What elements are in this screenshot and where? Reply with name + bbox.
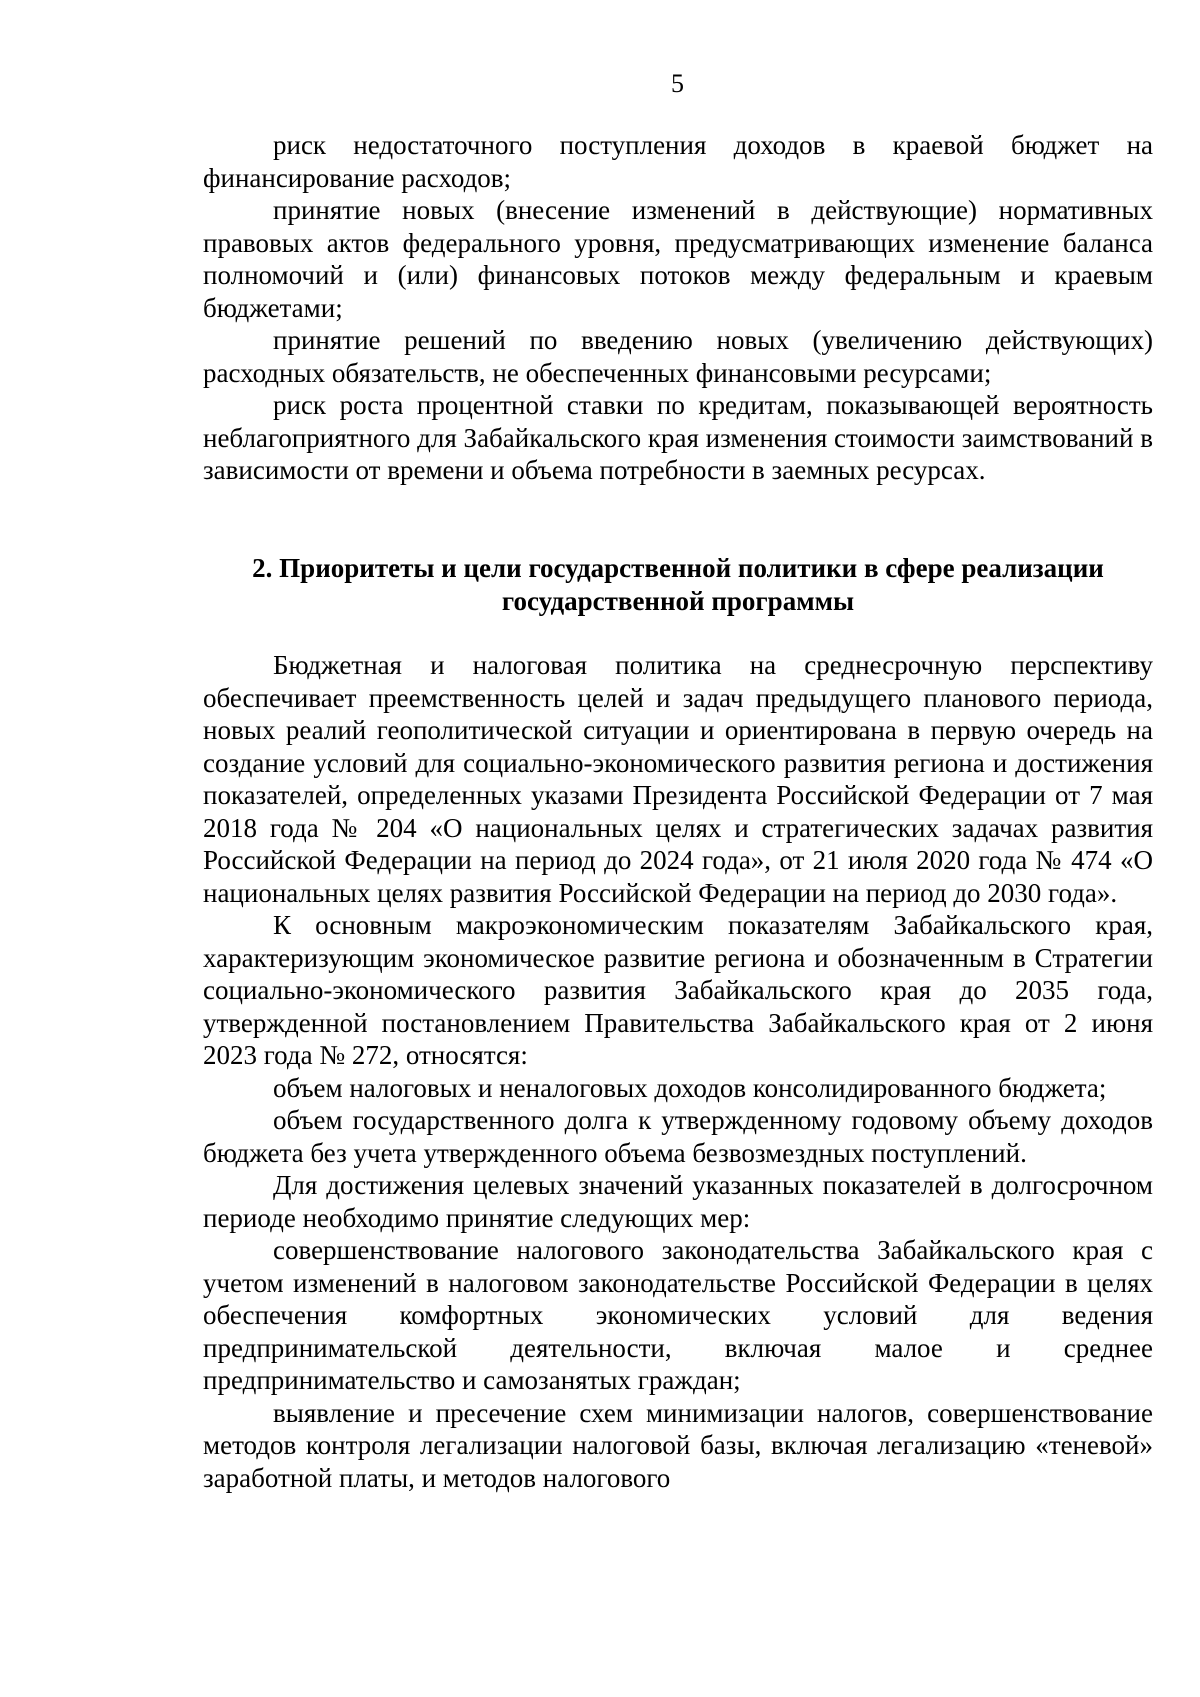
risk-list — [203, 129, 1153, 487]
paragraph: Для достижения целевых значений указанных показателей в долгосрочном периоде необходимо принятие следующих мер: — [203, 1170, 1153, 1233]
paragraph: Бюджетная и налоговая политика на среднесрочную перспективу обеспечивает преемственность целей и задач предыдущего планового периода, новых реалий геополитической ситуации и ориентирована в первую очередь на создание условий для социально-экономического развития региона и достижения показателей, определенных указами Президента Российской Федерации от 7 мая 2018 года № 204 «О национальных целях и стратегических задачах развития Российской Федерации на период до 2024 года», от 21 июля 2020 года № 474 «О национальных целях развития Российской Федерации на период до 2030 года». — [203, 650, 1153, 908]
paragraph: объем налоговых и неналоговых доходов консолидированного бюджета; — [273, 1072, 1107, 1103]
section-heading — [203, 552, 1153, 617]
paragraph: риск недостаточного поступления доходов в краевой бюджет на финансирование расходов; — [203, 130, 1153, 193]
paragraph: совершенствование налогового законодательства Забайкальского края с учетом изменений в налоговом законодательстве Российской Федерации в целях обеспечения комфортных экономических условий для ведения предпринимательской деятельности, включая малое и среднее предпринимательство и самозанятых граждан; — [203, 1235, 1153, 1395]
section-heading-line: государственной программы — [501, 585, 855, 616]
section-heading-line: 2. Приоритеты и цели государственной политики в сфере реализации — [252, 553, 1104, 583]
paragraph: риск роста процентной ставки по кредитам, показывающей вероятность неблагоприятного для Забайкальского края изменения стоимости заимствований в зависимости от времени и объема потребности в заемных ресурсах. — [203, 390, 1153, 485]
paragraph: принятие новых (внесение изменений в действующие) нормативных правовых актов федерального уровня, предусматривающих изменение баланса полномочий и (или) финансовых потоков между федеральным и краевым бюджетами; — [203, 195, 1153, 323]
paragraph: объем государственного долга к утвержденному годовому объему доходов бюджета без учета утвержденного объема безвозмездных поступлений. — [203, 1105, 1153, 1168]
page-number: 5 — [671, 69, 684, 98]
paragraph: К основным макроэкономическим показателям Забайкальского края, характеризующим экономическое развитие региона и обозначенным в Стратегии социально-экономического развития Забайкальского края до 2035 года, утвержденной постановлением Правительства Забайкальского края от 2 июня 2023 года № 272, относятся: — [203, 910, 1153, 1070]
paragraph: принятие решений по введению новых (увеличению действующих) расходных обязательств, не обеспеченных финансовыми ресурсами; — [203, 325, 1153, 388]
section-body — [203, 649, 1153, 1494]
paragraph: выявление и пресечение схем минимизации налогов, совершенствование методов контроля легализации налоговой базы, включая легализацию «теневой» заработной платы, и методов налогового — [203, 1397, 1153, 1493]
